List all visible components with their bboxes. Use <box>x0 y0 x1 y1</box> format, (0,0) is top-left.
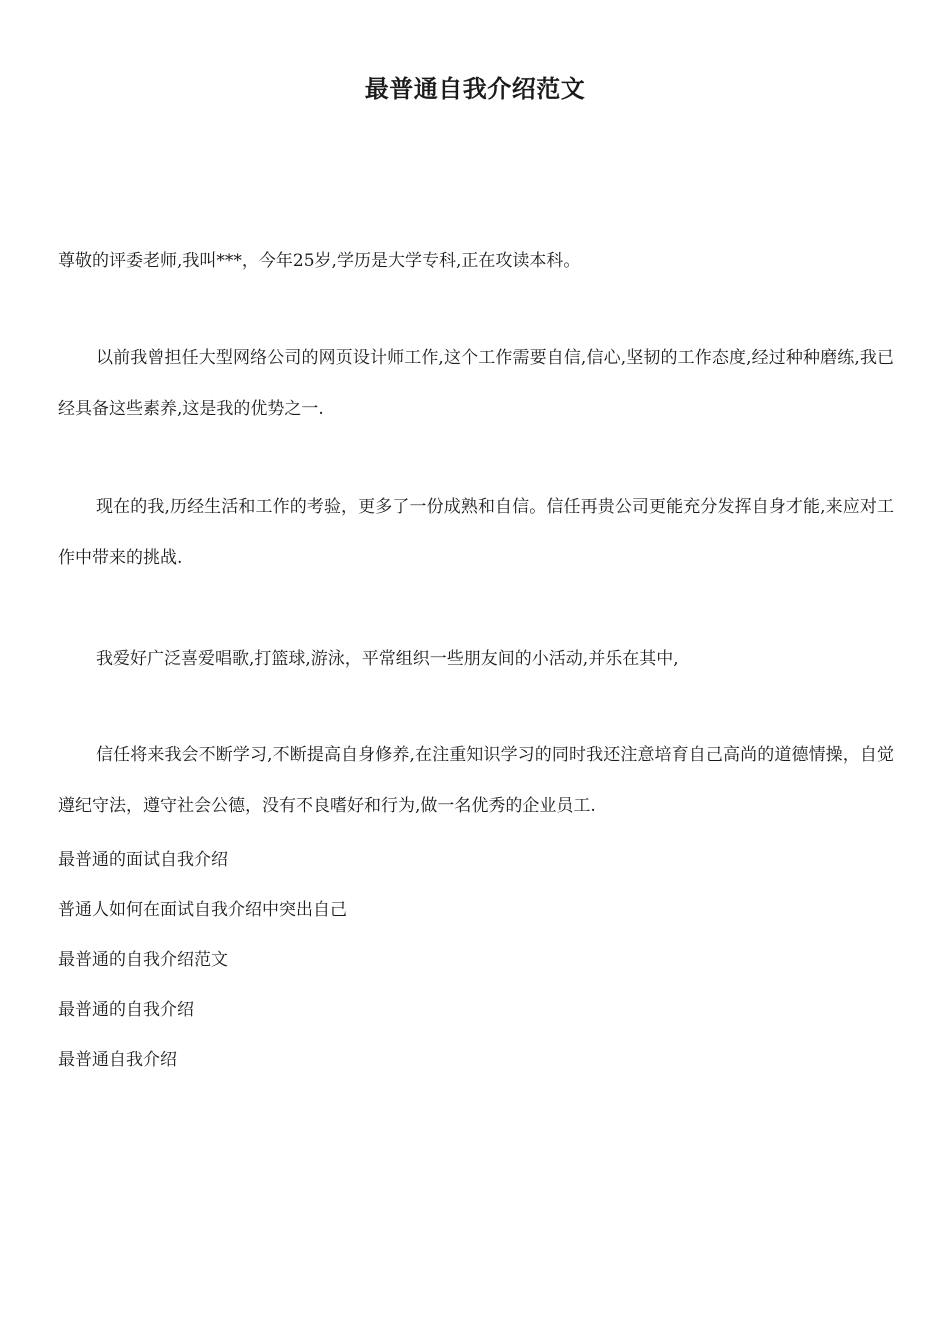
related-link[interactable]: 普通人如何在面试自我介绍中突出自己 <box>58 900 347 920</box>
paragraph-greeting: 尊敬的评委老师,我叫***，今年25岁,学历是大学专科,正在攻读本科。 <box>58 251 581 271</box>
paragraph-experience: 以前我曾担任大型网络公司的网页设计师工作,这个工作需要自信,信心,坚韧的工作态度,经过种种磨练,我已经具备这些素养,这是我的优势之一. <box>58 348 894 419</box>
related-links-list <box>58 835 894 1085</box>
related-link[interactable]: 最普通自我介绍 <box>58 1050 177 1070</box>
paragraph-present: 现在的我,历经生活和工作的考验，更多了一份成熟和自信。信任再贵公司更能充分发挥自身才能,来应对工作中带来的挑战. <box>58 497 894 568</box>
paragraph-hobbies: 我爱好广泛喜爱唱歌,打篮球,游泳，平常组织一些朋友间的小活动,并乐在其中, <box>96 649 679 669</box>
document-title: 最普通自我介绍范文 <box>364 75 586 103</box>
related-link[interactable]: 最普通的自我介绍 <box>58 1000 194 1020</box>
related-link[interactable]: 最普通的面试自我介绍 <box>58 850 228 870</box>
paragraph-future: 信任将来我会不断学习,不断提高自身修养,在注重知识学习的同时我还注意培育自己高尚的道德情操，自觉遵纪守法，遵守社会公德，没有不良嗜好和行为,做一名优秀的企业员工. <box>58 745 894 816</box>
related-link[interactable]: 最普通的自我介绍范文 <box>58 950 228 970</box>
